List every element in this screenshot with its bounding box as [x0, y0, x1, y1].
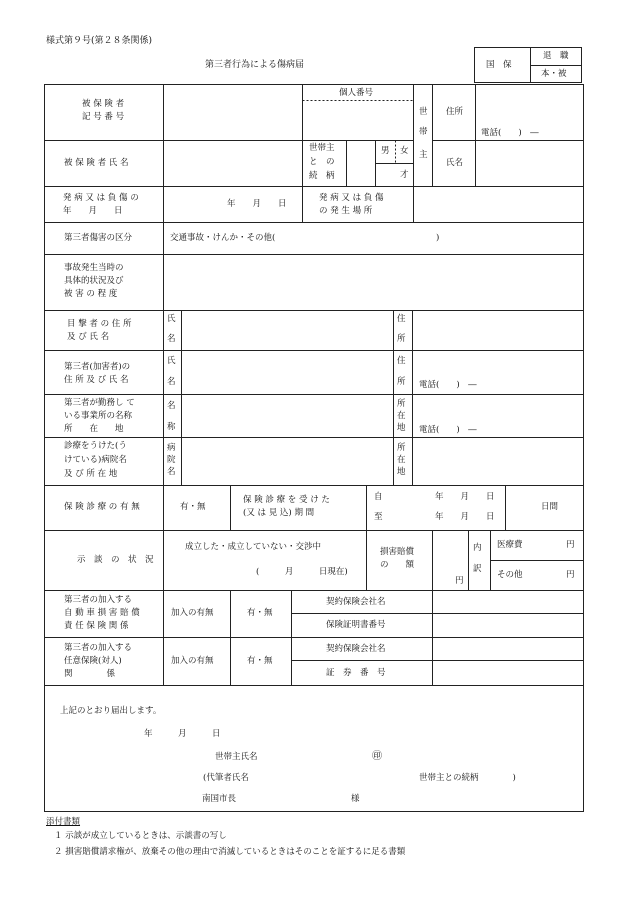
agent-name-label: (代筆者氏名 — [203, 773, 249, 783]
household-name-field[interactable] — [476, 141, 583, 186]
medical-cost-label: 医療費 — [497, 540, 523, 550]
witness-ju: 住 — [397, 314, 406, 324]
household-phone[interactable]: 電話( ) ― — [481, 128, 539, 138]
medical-cost-yen[interactable]: 円 — [566, 540, 575, 550]
nini-policy-label: 証 券 番 号 — [326, 668, 386, 678]
insured-name-label: 被 保 険 者 氏 名 — [64, 158, 129, 168]
onset-place-label-1: 発 病 又 は 負 傷 — [319, 193, 384, 203]
agent-relation-label: 世帯主との続柄 ) — [419, 773, 516, 783]
insured-number-label-2: 記 号 番 号 — [82, 112, 125, 122]
insurance-care-yesno[interactable]: 有・無 — [180, 502, 206, 512]
third-party-label-2: 住 所 及 び 氏 名 — [64, 375, 129, 385]
taishoku-label: 退 職 — [543, 51, 569, 61]
nini-joined-label: 加入の有無 — [171, 656, 214, 666]
period-from-label: 自 — [374, 492, 383, 502]
female-option[interactable]: 女 — [400, 146, 409, 156]
hon-hi-selector[interactable]: 本・被 — [541, 69, 567, 79]
hospital-byo: 病 — [167, 443, 176, 453]
breakdown-wake: 訳 — [473, 564, 482, 574]
household-label-2: 帯 — [419, 127, 428, 137]
situation-label-1: 事故発生当時の — [64, 263, 124, 273]
onset-place-field[interactable] — [414, 187, 583, 222]
employer-label-3: 所 在 地 — [64, 424, 124, 434]
hospital-label-3: 及 び 所 在 地 — [64, 469, 118, 479]
nini-company-label: 契約保険会社名 — [326, 644, 386, 654]
employer-sho: 称 — [167, 422, 176, 432]
witness-name-field[interactable] — [182, 311, 393, 350]
attachment-item-1: １ 示談が成立しているときは、示談書の写し — [54, 831, 227, 841]
hospital-chi: 地 — [397, 467, 406, 477]
age-unit: 才 — [400, 170, 409, 180]
period-label-2: (又 は 見 込) 期 間 — [243, 508, 315, 518]
settlement-label: 示 談 の 状 況 — [77, 555, 154, 565]
attachment-item-2: ２ 損害賠償請求権が、放棄その他の理由で消滅しているときはそのことを証するに足る書類 — [54, 847, 406, 857]
seal-icon: ㊞ — [372, 751, 382, 762]
relation-label-1: 世帯主 — [309, 143, 335, 153]
situation-field[interactable] — [164, 255, 583, 310]
employer-label-2: いる事業所の名称 — [64, 411, 133, 421]
nini-yesno[interactable]: 有・無 — [247, 656, 273, 666]
onset-date-label-2: 年 月 日 — [63, 206, 123, 216]
male-option[interactable]: 男 — [381, 146, 390, 156]
form-title: 第三者行為による傷病届 — [205, 60, 305, 70]
mayor-label: 南国市長 — [202, 794, 237, 804]
jibaiseki-cert-field[interactable] — [433, 614, 583, 637]
hospital-label-2: けている)病院名 — [64, 455, 127, 465]
third-party-label-1: 第三者(加害者)の — [64, 362, 131, 372]
category-options[interactable]: 交通事故・けんか・その他( — [170, 233, 276, 243]
insurance-care-label: 保 険 診 療 の 有 無 — [64, 502, 140, 512]
employer-phone[interactable]: 電話( ) ― — [419, 425, 477, 435]
personal-number-label: 個人番号 — [339, 88, 374, 98]
witness-mei: 名 — [167, 334, 176, 344]
witness-address-field[interactable] — [413, 311, 583, 350]
employer-label-1: 第三者が勤務し て — [64, 398, 135, 408]
period-days[interactable]: 日間 — [541, 502, 559, 512]
household-name-label: 氏名 — [446, 158, 464, 168]
head-name-field[interactable] — [270, 748, 368, 764]
breakdown-uchi: 内 — [473, 543, 482, 553]
other-cost-label: その他 — [497, 570, 523, 580]
damage-amount-label-1: 損害賠償 — [380, 547, 415, 557]
nini-label-2: 任意保険(対人) — [64, 656, 122, 666]
employer-name-field[interactable] — [182, 395, 393, 437]
kokuho-label: 国 保 — [486, 60, 512, 70]
form-number: 様式第９号(第２８条関係) — [46, 36, 153, 46]
hospital-sho: 所 — [397, 443, 406, 453]
period-to-date[interactable]: 年 月 日 — [435, 512, 495, 522]
third-party-ju: 住 — [397, 356, 406, 366]
settlement-status[interactable]: 成立した・成立していない・交渉中 — [185, 542, 322, 552]
period-to-label: 至 — [374, 512, 383, 522]
witness-shi: 氏 — [167, 314, 176, 324]
other-cost-yen[interactable]: 円 — [566, 570, 575, 580]
insured-name-field[interactable] — [164, 141, 302, 186]
damage-amount-label-2: の 額 — [380, 560, 415, 570]
damage-amount-yen: 円 — [455, 576, 464, 586]
declaration-text: 上記のとおり届出します。 — [60, 706, 162, 716]
onset-date-label-1: 発 病 又 は 負 傷 の — [63, 193, 139, 203]
jibaiseki-company-label: 契約保険会社名 — [326, 597, 386, 607]
hospital-label-1: 診療をうけた(う — [64, 441, 127, 451]
settlement-date[interactable]: ( 月 日現在) — [256, 567, 348, 577]
employer-mei: 名 — [167, 401, 176, 411]
onset-place-label-2: の 発 生 場 所 — [319, 206, 373, 216]
jibaiseki-label-1: 第三者の加入する — [64, 595, 133, 605]
third-party-mei: 名 — [167, 377, 176, 387]
nini-label-1: 第三者の加入する — [64, 643, 133, 653]
insured-number-field[interactable] — [164, 85, 302, 140]
attachments-title: 添付書類 — [46, 817, 81, 827]
hospital-address-field[interactable] — [413, 438, 583, 485]
witness-sho: 所 — [397, 334, 406, 344]
household-address-label: 住所 — [446, 107, 464, 117]
employer-sho2: 所 — [397, 399, 406, 409]
third-party-shi: 氏 — [167, 356, 176, 366]
witness-label-1: 目 撃 者 の 住 所 — [67, 319, 132, 329]
jibaiseki-company-field[interactable] — [433, 591, 583, 613]
category-close: ) — [436, 233, 440, 243]
jibaiseki-yesno[interactable]: 有・無 — [247, 608, 273, 618]
situation-label-3: 被 害 の 程 度 — [64, 289, 118, 299]
insured-number-label-1: 被 保 険 者 — [82, 99, 125, 109]
declaration-date[interactable]: 年 月 日 — [144, 729, 221, 739]
period-label-1: 保 険 診 療 を 受 け た — [243, 495, 330, 505]
employer-zai: 在 — [397, 411, 406, 421]
situation-label-2: 具体的状況及び — [64, 276, 124, 286]
household-label-1: 世 — [419, 107, 428, 117]
hospital-zai: 在 — [397, 455, 406, 465]
jibaiseki-label-3: 責 任 保 険 関 係 — [64, 621, 129, 631]
nini-company-field[interactable] — [433, 638, 583, 660]
jibaiseki-cert-label: 保険証明書番号 — [326, 620, 386, 630]
mayor-sama: 様 — [351, 794, 360, 804]
relation-label-2: と の — [309, 157, 335, 167]
jibaiseki-label-2: 自 動 車 損 害 賠 償 — [64, 608, 140, 618]
witness-label-2: 及 び 氏 名 — [67, 332, 110, 342]
third-party-sho: 所 — [397, 377, 406, 387]
employer-chi: 地 — [397, 423, 406, 433]
household-label-3: 主 — [419, 150, 428, 160]
hospital-in: 院 — [167, 455, 176, 465]
hospital-mei: 名 — [167, 467, 176, 477]
nini-policy-field[interactable] — [433, 661, 583, 685]
third-party-name-field[interactable] — [182, 351, 393, 394]
hospital-name-field[interactable] — [182, 438, 393, 485]
personal-number-field[interactable] — [303, 101, 413, 140]
onset-date-field[interactable]: 年 月 日 — [227, 199, 287, 209]
head-name-label: 世帯主氏名 — [215, 752, 258, 762]
third-party-phone[interactable]: 電話( ) ― — [419, 380, 477, 390]
period-from-date[interactable]: 年 月 日 — [435, 492, 495, 502]
nini-label-3: 関 係 — [64, 669, 116, 679]
category-label: 第三者傷害の区分 — [64, 233, 133, 243]
jibaiseki-joined-label: 加入の有無 — [171, 608, 214, 618]
relation-label-3: 続 柄 — [309, 171, 335, 181]
household-address-field[interactable] — [476, 85, 583, 125]
